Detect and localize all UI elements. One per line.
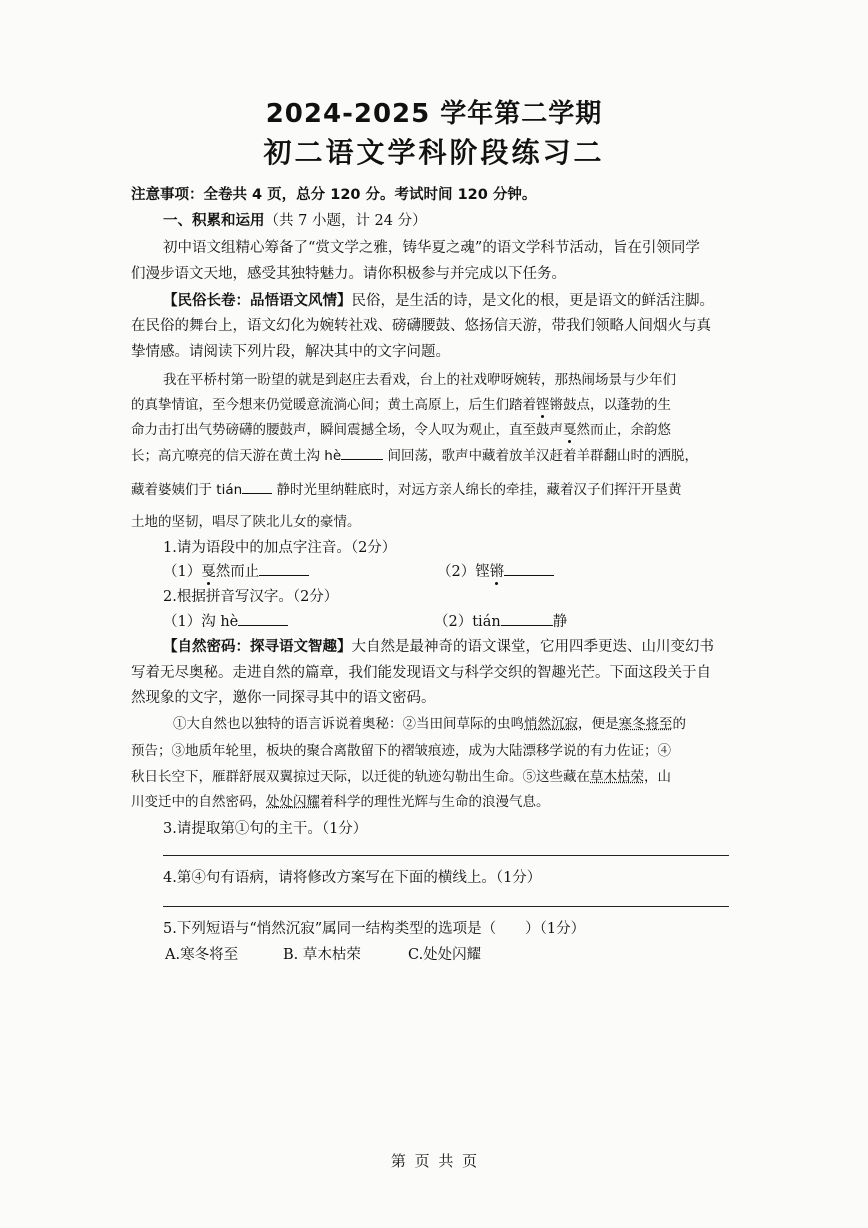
answer-line-q3[interactable]	[163, 855, 729, 856]
passage2-line-2: 预告；③地质年轮里，板块的聚合离散留下的褶皱痕迹，成为大陆漂移学说的有力佐证；④	[131, 743, 671, 759]
question-2-item-b	[434, 610, 634, 631]
pinyin-he: hè	[324, 448, 342, 464]
folk-line-1-text: 民俗，是生活的诗，是文化的根，更是语文的鲜活注脚。	[351, 293, 714, 309]
q2-a-label: （1）沟 hè	[163, 614, 239, 630]
exam-title-subject: 初二语文学科阶段练习二	[263, 136, 605, 169]
passage2-line-4	[131, 790, 731, 810]
question-2-item-a	[163, 610, 363, 631]
section1-heading-title: 一、积累和运用	[163, 213, 265, 229]
passage1-line-1: 我在平桥村第一盼望的就是到赵庄去看戏，台上的社戏咿呀婉转，那热闹场景与少年们	[163, 372, 676, 388]
pinyin-tian: tián	[216, 482, 243, 498]
answer-blank-q1-a[interactable]	[259, 561, 309, 576]
question-3-text: 3.请提取第①句的主干。（1分）	[163, 821, 368, 837]
passage1-line-2-a: 的真挚情谊，至今想来仍觉暖意流淌心间；黄土高原上，后生们踏着	[131, 397, 536, 413]
question-1-item-a	[163, 560, 363, 581]
nature-paragraph-line-1	[163, 635, 763, 656]
q2-b-label: （2）tián	[434, 614, 501, 630]
section1-heading	[163, 209, 763, 230]
passage1-line-5	[131, 478, 731, 498]
exam-title-year: 2024-2025 学年第二学期	[265, 99, 603, 129]
question-4-text: 4.第④句有语病，请将修改方案写在下面的横线上。（1分）	[163, 870, 542, 886]
passage1-line-3-b: 然而止，余韵悠	[576, 422, 671, 438]
dotted-char-jia: 戛	[563, 422, 577, 438]
q1-b-prefix: （2）	[437, 564, 476, 580]
folk-section-tag: 【民俗长卷：品悟语文风情】	[163, 293, 352, 309]
blank-tian	[242, 479, 272, 494]
passage2-phrase-chuchu: 处处闪耀	[266, 794, 320, 810]
q1-b-char: 铿	[475, 564, 490, 580]
passage1-line-3	[131, 418, 731, 438]
folk-paragraph-line-1	[163, 289, 763, 310]
folk-paragraph-line-3: 挚情感。请阅读下列片段，解决其中的文字问题。	[131, 344, 450, 360]
nature-paragraph-line-3: 然现象的文字，邀你一同探寻其中的语文密码。	[131, 690, 436, 706]
blank-he	[341, 445, 383, 460]
passage1-line-6: 土地的坚韧，唱尽了陕北儿女的豪情。	[131, 514, 361, 530]
section1-heading-score: （共 7 小题，计 24 分）	[264, 213, 427, 229]
passage2-phrase-caomu: 草木枯荣	[590, 769, 644, 785]
passage2-line-1	[173, 712, 773, 732]
passage1-line-2	[131, 393, 731, 413]
folk-paragraph-line-2: 在民俗的舞台上，语文幻化为婉转社戏、磅礴腰鼓、悠扬信天游，带我们领略人间烟火与真	[131, 318, 711, 334]
passage1-line-4-a: 长；高亢嘹亮的信天游在黄土沟	[131, 448, 325, 464]
passage2-line-1-a: ①大自然也以独特的语言诉说着奥秘：②当田间草际的虫鸣	[173, 716, 524, 732]
question-1-item-b	[437, 560, 637, 581]
passage2-line-3	[131, 765, 731, 785]
option-b[interactable]: B. 草木枯荣	[283, 947, 361, 963]
passage1-line-5-b: 静时光里纳鞋底时，对远方亲人绵长的牵挂，藏着汉子们挥汗开垦黄	[272, 482, 682, 498]
notice-text: 注意事项：全卷共 4 页，总分 120 分。考试时间 120 分钟。	[131, 187, 537, 203]
q1-b-dotted-char: 锵	[489, 564, 505, 580]
passage2-line-4-b: 着科学的理性光辉与生命的浪漫气息。	[320, 794, 550, 810]
question-2-text: 2.根据拼音写汉字。（2分）	[163, 589, 339, 605]
answer-blank-q1-b[interactable]	[504, 561, 554, 576]
passage2-line-1-b: ，便是	[578, 716, 619, 732]
passage1-line-2-b: 锵鼓点，以蓬勃的生	[549, 397, 671, 413]
page-footer: 第 页 共 页	[390, 1152, 478, 1170]
question-5-options	[165, 943, 765, 964]
intro-line-1: 初中语文组精心筹备了“赏文学之雅，铸华夏之魂”的语文学科节活动，旨在引领同学	[163, 240, 700, 256]
passage1-line-4	[131, 444, 731, 464]
question-1-text: 1.请为语段中的加点字注音。（2分）	[163, 540, 397, 556]
passage2-line-1-c: 的	[672, 716, 686, 732]
dotted-char-keng: 铿	[536, 397, 550, 413]
passage2-phrase-qiaoran: 悄然沉寂	[524, 716, 578, 732]
q1-a-prefix: （1）	[163, 564, 202, 580]
nature-line-1-text: 大自然是最神奇的语文课堂，它用四季更迭、山川变幻书	[351, 639, 714, 655]
option-c[interactable]: C.处处闪耀	[408, 947, 482, 963]
passage2-phrase-handong: 寒冬将至	[618, 716, 673, 732]
nature-section-tag: 【自然密码：探寻语文智趣】	[163, 639, 352, 655]
answer-line-q4[interactable]	[163, 906, 729, 907]
q1-a-dotted-char: 戛	[201, 564, 216, 580]
option-a[interactable]: A.寒冬将至	[165, 947, 239, 963]
answer-blank-q2-b[interactable]	[501, 611, 553, 626]
nature-paragraph-line-2: 写着无尽奥秘。走进自然的篇章，我们能发现语文与科学交织的智趣光芒。下面这段关于自	[131, 665, 711, 681]
q1-a-suffix: 然而止	[215, 564, 260, 580]
passage2-line-3-b: ，山	[644, 769, 671, 785]
intro-line-2: 们漫步语文天地，感受其独特魅力。请你积极参与并完成以下任务。	[131, 266, 566, 282]
passage1-line-5-a: 藏着婆姨们于	[131, 482, 217, 498]
question-5-text: 5.下列短语与“悄然沉寂”属同一结构类型的选项是（ ）（1分）	[163, 921, 586, 937]
answer-blank-q2-a[interactable]	[238, 611, 288, 626]
passage1-line-4-b: 间回荡，歌声中藏着放羊汉赶着羊群翻山时的洒脱，	[383, 448, 698, 464]
passage1-line-3-a: 命力击打出气势磅礴的腰鼓声，瞬间震撼全场，令人叹为观止，直至鼓声	[131, 422, 563, 438]
q2-b-suffix: 静	[552, 614, 568, 630]
passage2-line-4-a: 川变迁中的自然密码，	[131, 794, 266, 810]
passage2-line-3-a: 秋日长空下，雁群舒展双翼掠过天际，以迁徙的轨迹勾勒出生命。⑤这些藏在	[131, 769, 590, 785]
